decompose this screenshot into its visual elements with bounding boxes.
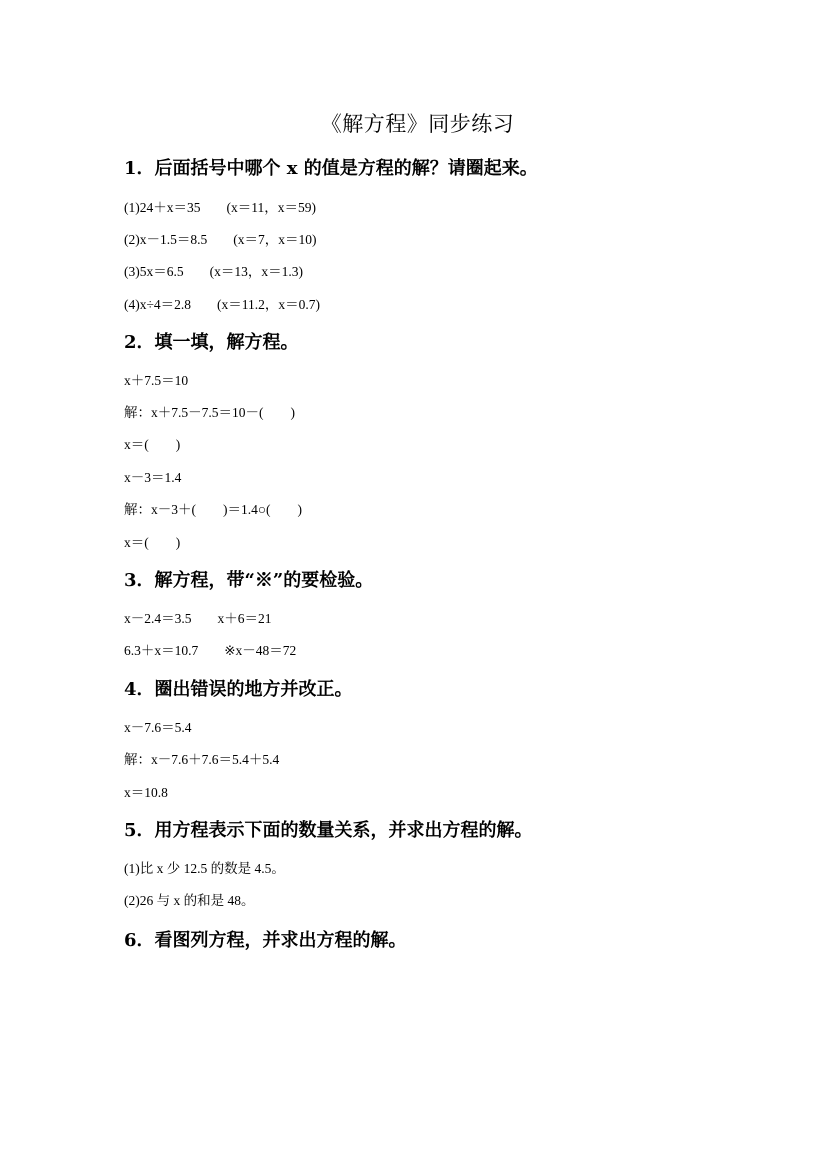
page-title [0, 108, 827, 138]
q3-equation-2: x＋6＝21 [217, 611, 272, 626]
q1-item-3-equation: (3)5x＝6.5 [124, 264, 184, 279]
q1-item-4 [124, 293, 320, 313]
q5-item-1: (1)比 x 少 12.5 的数是 4.5。 [124, 861, 285, 876]
q1-item-1-equation: (1)24＋x＝35 [124, 200, 201, 215]
q4-line-3: x＝10.8 [124, 785, 168, 800]
q2-line-6: x＝( ) [124, 535, 181, 550]
q1-item-2-equation: (2)x－1.5＝8.5 [124, 232, 208, 247]
q4-line-1: x－7.6＝5.4 [124, 720, 192, 735]
q3-row-1 [124, 607, 272, 627]
q1-item-4-options: (x＝11.2，x＝0.7) [217, 297, 321, 312]
q1-item-1-options: (x＝11，x＝59) [226, 200, 316, 215]
page-title-text: 《解方程》同步练习 [320, 112, 515, 136]
q2-line-5: 解：x－3＋( )＝1.4○( ) [124, 502, 303, 517]
question-5-heading: 5．用方程表示下面的数量关系，并求出方程的解。 [124, 820, 533, 841]
q1-item-1 [124, 196, 316, 216]
q1-item-3 [124, 260, 303, 280]
q3-equation-4: ※x－48＝72 [224, 643, 297, 658]
q3-row-2 [124, 639, 296, 659]
question-4-heading: 4．圈出错误的地方并改正。 [124, 679, 353, 700]
q1-item-2-options: (x＝7，x＝10) [233, 232, 317, 247]
question-2-heading: 2．填一填，解方程。 [124, 332, 299, 353]
q1-item-3-options: (x＝13，x＝1.3) [209, 264, 303, 279]
q1-item-4-equation: (4)x÷4＝2.8 [124, 297, 192, 312]
q3-equation-3: 6.3＋x＝10.7 [124, 643, 199, 658]
q3-equation-1: x－2.4＝3.5 [124, 611, 192, 626]
question-3-heading: 3．解方程，带“※”的要检验。 [124, 570, 374, 591]
question-1-heading: 1．后面括号中哪个 x 的值是方程的解？请圈起来。 [124, 158, 538, 179]
q4-line-2: 解：x－7.6＋7.6＝5.4＋5.4 [124, 752, 280, 767]
q2-line-2: 解：x＋7.5－7.5＝10－( ) [124, 405, 295, 420]
q5-item-2: (2)26 与 x 的和是 48。 [124, 893, 255, 908]
q1-item-2 [124, 228, 317, 248]
q2-line-3: x＝( ) [124, 437, 181, 452]
question-6-heading: 6．看图列方程，并求出方程的解。 [124, 930, 407, 951]
q2-line-4: x－3＝1.4 [124, 470, 182, 485]
q2-line-1: x＋7.5＝10 [124, 373, 189, 388]
